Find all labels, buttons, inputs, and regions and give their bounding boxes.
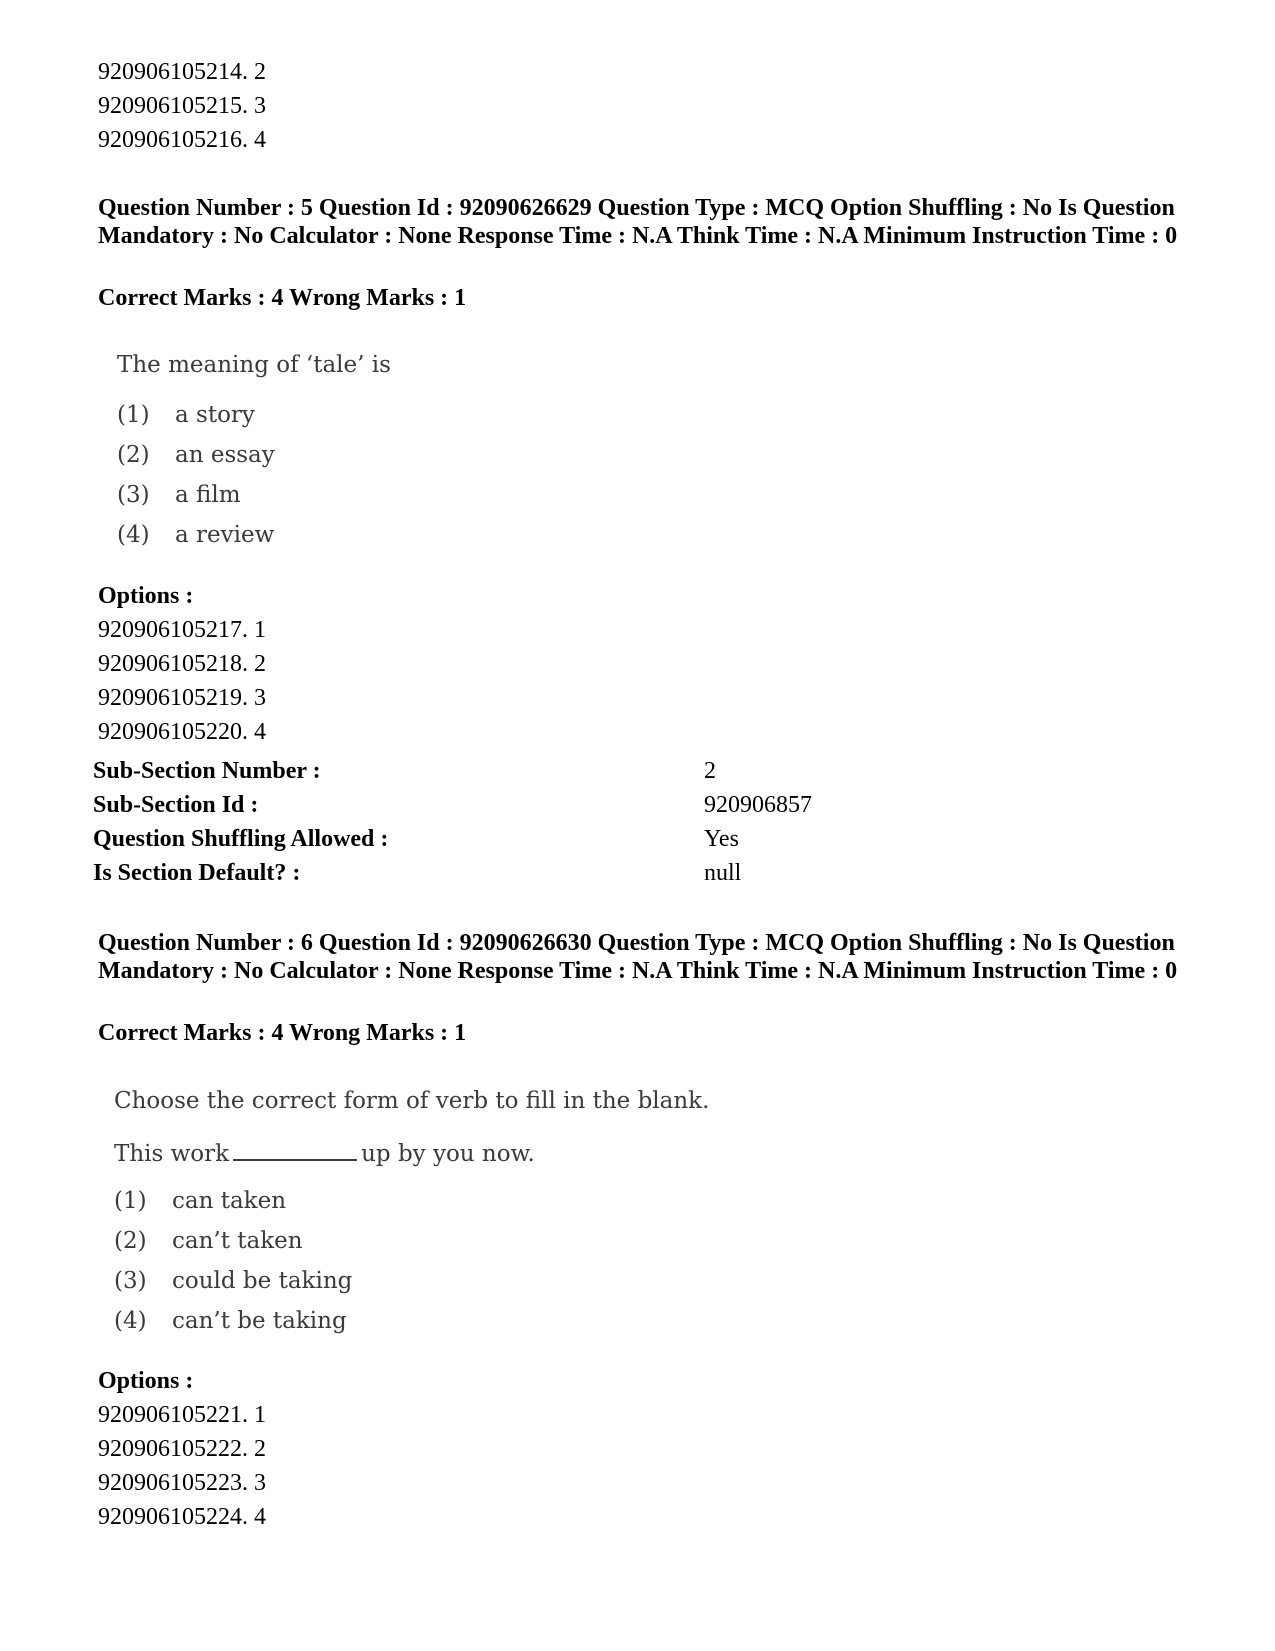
choice-number: (1) [117,402,150,428]
option-line: 920906105214. 2 [98,59,266,85]
question-marks: Correct Marks : 4 Wrong Marks : 1 [98,1020,467,1046]
choice-text: could be taking [172,1268,353,1294]
option-line: 920906105220. 4 [98,719,266,745]
choice-number: (4) [117,522,150,548]
question-marks: Correct Marks : 4 Wrong Marks : 1 [98,285,467,311]
choice-number: (4) [114,1308,147,1334]
option-line: 920906105217. 1 [98,617,266,643]
choice-number: (2) [114,1228,147,1254]
choice-text: a film [175,482,241,508]
choice-number: (3) [117,482,150,508]
choice-text: can’t taken [172,1228,303,1254]
choice-number: (3) [114,1268,147,1294]
subsection-value: 920906857 [704,792,812,818]
option-line: 920906105215. 3 [98,93,266,119]
options-label: Options : [98,1368,194,1394]
subsection-label: Sub-Section Number : [93,758,321,784]
subsection-value: 2 [704,758,716,784]
subsection-label: Question Shuffling Allowed : [93,826,389,852]
option-line: 920906105223. 3 [98,1470,266,1496]
option-line: 920906105224. 4 [98,1504,266,1530]
choice-text: an essay [175,442,275,468]
option-line: 920906105222. 2 [98,1436,266,1462]
question-text: The meaning of ‘tale’ is [117,352,391,378]
options-label: Options : [98,583,194,609]
question-text: Choose the correct form of verb to fill in the blank. [114,1088,710,1114]
fill-blank [233,1137,357,1161]
choice-text: a review [175,522,275,548]
subsection-value: Yes [704,826,739,852]
option-line: 920906105218. 2 [98,651,266,677]
question-header: Question Number : 6 Question Id : 92090626630 Question Type : MCQ Option Shuffling : No Is Question Mandatory : No Calculator : None Response Time : N.A Think Time : N.A Minimum Instruction Time : 0 [98,930,1178,984]
question-header: Question Number : 5 Question Id : 92090626629 Question Type : MCQ Option Shuffling : No Is Question Mandatory : No Calculator : None Response Time : N.A Think Time : N.A Minimum Instruction Time : 0 [98,195,1178,249]
option-line: 920906105221. 1 [98,1402,266,1428]
question-sentence [114,1137,535,1169]
subsection-label: Sub-Section Id : [93,792,259,818]
choice-text: can’t be taking [172,1308,347,1334]
option-line: 920906105219. 3 [98,685,266,711]
choice-text: a story [175,402,255,428]
subsection-label: Is Section Default? : [93,860,301,886]
choice-number: (2) [117,442,150,468]
subsection-value: null [704,860,742,886]
sentence-before: This work [114,1141,230,1167]
sentence-after: up by you now. [361,1141,535,1167]
option-line: 920906105216. 4 [98,127,266,153]
choice-text: can taken [172,1188,287,1214]
choice-number: (1) [114,1188,147,1214]
